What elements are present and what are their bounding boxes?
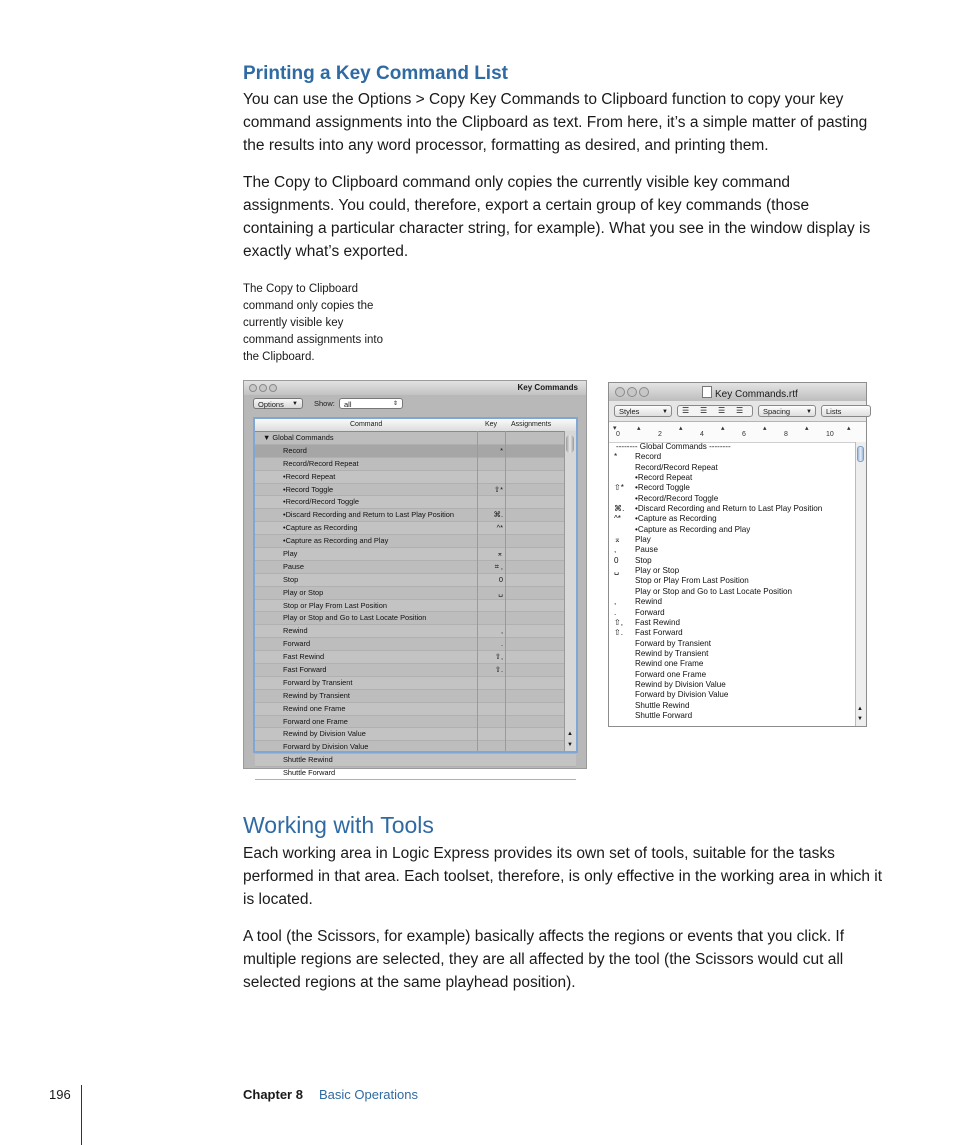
text-line	[609, 514, 857, 524]
key-commands-titlebar	[244, 381, 586, 395]
command-text: Pause	[635, 545, 658, 555]
command-cell: Forward one Frame	[283, 716, 348, 726]
ruler-number: 6	[742, 431, 746, 438]
command-text: Stop or Play From Last Position	[635, 576, 749, 586]
rtf-document-window	[608, 382, 867, 727]
table-row[interactable]	[255, 677, 576, 690]
chevron-down-icon: ▼	[292, 401, 298, 407]
scroll-up-icon[interactable]: ▲	[567, 731, 573, 737]
minimize-button[interactable]	[259, 384, 267, 392]
key-text: ⇧.	[614, 628, 624, 638]
spacing-menu[interactable]	[758, 405, 816, 417]
rtf-titlebar	[609, 383, 866, 401]
key-cell: ⇧.	[494, 665, 503, 675]
paragraph-1: You can use the Options > Copy Key Commands to Clipboard function to copy your key command assignments into the Clipboard as text. From here, it’s a simple matter of pasting the results into any word processor, formatting as desired, and printing them.	[243, 91, 868, 154]
ruler-number: 2	[658, 431, 662, 438]
table-row[interactable]	[255, 522, 576, 535]
key-text: .	[614, 607, 617, 617]
table-row[interactable]	[255, 484, 576, 497]
command-cell: Forward	[283, 639, 311, 649]
ruler-number: 8	[784, 431, 788, 438]
command-text: Record/Record Repeat	[635, 462, 718, 472]
table-row[interactable]	[255, 728, 576, 741]
command-text: Record	[635, 452, 662, 462]
command-cell: Play or Stop	[283, 587, 324, 597]
command-text: Rewind	[635, 597, 662, 607]
text-line	[609, 659, 857, 669]
key-text: ,	[614, 597, 617, 607]
command-text: Forward by Transient	[635, 638, 712, 648]
command-text: Play or Stop	[635, 566, 680, 576]
key-text: ^*	[614, 514, 621, 524]
command-text: •Capture as Recording and Play	[635, 524, 751, 534]
command-text: Fast Forward	[635, 628, 683, 638]
key-cell: ⌗ ,	[494, 561, 503, 571]
rtf-window-title	[702, 386, 798, 400]
text-line	[609, 473, 857, 483]
key-cell: ⌘.	[493, 510, 503, 520]
text-line	[609, 504, 857, 514]
text-line	[609, 680, 857, 690]
command-text: Fast Rewind	[635, 617, 680, 627]
command-text: Shuttle Rewind	[635, 700, 690, 710]
command-text: Play	[635, 535, 651, 545]
key-text: ⌘.	[614, 504, 625, 514]
table-row[interactable]	[255, 458, 576, 471]
command-cell: Record	[283, 445, 307, 455]
table-header	[255, 419, 576, 432]
styles-menu[interactable]	[614, 405, 672, 417]
paragraph-3: Each working area in Logic Express provides its own set of tools, suitable for the tasks performed in that area. Each toolset, therefore, is only effective in the working area in which it is located.	[243, 845, 882, 908]
text-line	[609, 701, 857, 711]
command-text: Forward one Frame	[635, 669, 707, 679]
command-cell: Stop	[283, 574, 299, 584]
table-row[interactable]	[255, 651, 576, 664]
command-cell: Rewind	[283, 626, 308, 636]
scroll-thumb[interactable]	[857, 446, 864, 462]
command-text: Rewind by Division Value	[635, 679, 726, 689]
text-line	[609, 576, 857, 586]
scroll-up-icon[interactable]: ▲	[857, 706, 863, 712]
key-commands-window	[243, 380, 587, 778]
column-command[interactable]: Command	[350, 421, 383, 428]
table-row[interactable]	[255, 741, 576, 754]
key-text: ⇧,	[614, 617, 624, 627]
section-heading-printing: Printing a Key Command List	[243, 63, 508, 84]
show-select[interactable]	[339, 398, 403, 409]
key-text: ⇧*	[614, 483, 624, 493]
command-cell: Rewind by Transient	[283, 690, 350, 700]
command-cell: ▼ Global Commands	[263, 433, 334, 442]
key-commands-toolbar	[244, 395, 586, 413]
table-row[interactable]	[255, 496, 576, 509]
key-cell: ⌅	[496, 549, 503, 559]
command-text: Forward by Division Value	[635, 690, 729, 700]
zoom-button[interactable]	[269, 384, 277, 392]
table-row[interactable]	[255, 612, 576, 625]
close-button[interactable]	[615, 387, 625, 397]
command-cell: Rewind one Frame	[283, 703, 346, 713]
align-left-icon[interactable]: ☰	[682, 406, 690, 415]
updown-icon: ⇕	[392, 401, 398, 407]
text-line	[609, 452, 857, 462]
table-row[interactable]	[255, 767, 576, 780]
key-text: 0	[614, 555, 619, 565]
text-line	[609, 442, 857, 452]
key-cell: ␣	[498, 587, 503, 597]
tab-stop-icon: ▴	[637, 425, 641, 432]
key-commands-table	[253, 417, 578, 778]
text-line	[609, 711, 857, 721]
scroll-down-icon[interactable]: ▼	[857, 716, 863, 722]
styles-label: Styles	[619, 407, 640, 416]
command-text: Play or Stop and Go to Last Locate Position	[635, 586, 793, 596]
chevron-down-icon: ▼	[806, 409, 812, 415]
command-cell: Stop or Play From Last Position	[283, 600, 387, 610]
text-line	[609, 639, 857, 649]
command-text: Shuttle Forward	[635, 710, 693, 720]
footer-chapter-title: Basic Operations	[319, 1087, 418, 1102]
column-divider	[505, 431, 506, 751]
align-center-icon[interactable]: ☰	[700, 406, 708, 415]
command-cell: Pause	[283, 561, 304, 571]
window-title: Key Commands	[517, 383, 578, 392]
rtf-text-area[interactable]	[609, 442, 857, 721]
window-buttons	[249, 384, 279, 394]
rtf-title-text: Key Commands.rtf	[715, 389, 798, 400]
key-cell: ⇧,	[494, 652, 503, 662]
options-label: Options	[258, 400, 284, 409]
tab-stop-icon: ▴	[679, 425, 683, 432]
command-text: Forward	[635, 607, 665, 617]
text-line	[609, 494, 857, 504]
table-row[interactable]	[255, 638, 576, 651]
command-cell: •Record/Record Toggle	[283, 497, 359, 507]
command-cell: Play	[283, 549, 298, 559]
text-line	[609, 535, 857, 545]
text-line	[609, 566, 857, 576]
command-text: •Discard Recording and Return to Last Play Position	[635, 504, 823, 514]
table-row[interactable]	[255, 445, 576, 458]
footer-divider	[81, 1085, 82, 1145]
text-line	[609, 649, 857, 659]
figure-caption: The Copy to Clipboard command only copies the currently visible key command assignments into the Clipboard.	[243, 283, 383, 363]
text-line	[609, 587, 857, 597]
command-text: •Record Repeat	[635, 473, 693, 483]
text-line	[609, 618, 857, 628]
command-text: Rewind by Transient	[635, 648, 709, 658]
rtf-toolbar	[609, 401, 866, 422]
command-cell: Shuttle Rewind	[283, 755, 333, 765]
align-right-icon[interactable]: ☰	[736, 406, 744, 415]
close-button[interactable]	[249, 384, 257, 392]
footer-chapter: Chapter 8	[243, 1087, 303, 1102]
column-assignments[interactable]: Assignments	[511, 421, 552, 428]
column-divider	[477, 431, 478, 751]
table-row[interactable]	[255, 587, 576, 600]
spacing-label: Spacing	[763, 407, 791, 416]
table-row[interactable]	[255, 574, 576, 587]
tab-stop-icon: ▴	[847, 425, 851, 432]
command-cell: Record/Record Repeat	[283, 458, 359, 468]
command-text: -------- Global Commands --------	[616, 442, 731, 451]
table-row[interactable]	[255, 690, 576, 703]
key-cell: ,	[500, 626, 503, 636]
column-key[interactable]: Key	[485, 421, 498, 428]
command-cell: Rewind by Division Value	[283, 729, 366, 739]
command-cell: •Discard Recording and Return to Last Play Position	[283, 510, 455, 520]
table-body	[255, 432, 576, 780]
command-text: •Record/Record Toggle	[635, 493, 719, 503]
ruler-number: 10	[826, 431, 834, 438]
table-row[interactable]	[255, 703, 576, 716]
text-line	[609, 525, 857, 535]
text-line	[609, 483, 857, 493]
ruler-number: 4	[700, 431, 704, 438]
options-menu[interactable]	[253, 398, 303, 409]
tab-stop-icon: ▴	[721, 425, 725, 432]
section-heading-tools: Working with Tools	[243, 812, 434, 838]
command-cell: Shuttle Forward	[283, 768, 336, 778]
window-buttons	[615, 387, 651, 400]
key-cell: *	[500, 445, 503, 455]
command-cell: Play or Stop and Go to Last Locate Position	[283, 613, 427, 623]
tab-stop-icon: ▾	[613, 425, 617, 432]
rtf-ruler[interactable]	[609, 422, 866, 443]
paragraph-4: A tool (the Scissors, for example) basically affects the regions or events that you click. If multiple regions are selected, they are all affected by the tool (the Scissors would cut all selected regions at the same playhead position).	[243, 928, 845, 991]
minimize-button[interactable]	[627, 387, 637, 397]
command-cell: •Capture as Recording and Play	[283, 536, 389, 546]
command-cell: Fast Forward	[283, 665, 327, 675]
chevron-down-icon: ▼	[662, 409, 668, 415]
command-cell: Forward by Transient	[283, 677, 353, 687]
scroll-thumb[interactable]	[566, 435, 574, 453]
table-row[interactable]	[255, 548, 576, 561]
paragraph-2: The Copy to Clipboard command only copies the currently visible key command assignments. You could, therefore, export a certain group of key commands (those containing a particular character string, for example). What you see in the window display is exactly what’s exported.	[243, 174, 871, 260]
scroll-down-icon[interactable]: ▼	[567, 742, 573, 748]
tab-stop-icon: ▴	[763, 425, 767, 432]
key-text: ␣	[614, 566, 620, 576]
vertical-scrollbar[interactable]	[855, 442, 866, 726]
tab-stop-icon: ▴	[805, 425, 809, 432]
table-row[interactable]	[255, 754, 576, 767]
key-cell: ⇧*	[493, 484, 503, 494]
text-line	[609, 556, 857, 566]
text-line	[609, 597, 857, 607]
text-line	[609, 545, 857, 555]
key-cell: 0	[498, 574, 503, 584]
zoom-button[interactable]	[639, 387, 649, 397]
command-cell: •Capture as Recording	[283, 523, 358, 533]
show-label: Show:	[314, 399, 335, 408]
command-text: Stop	[635, 555, 652, 565]
table-row[interactable]	[255, 716, 576, 729]
show-value: all	[344, 400, 352, 409]
command-cell: •Record Repeat	[283, 471, 336, 481]
command-text: •Capture as Recording	[635, 514, 717, 524]
command-text: Rewind one Frame	[635, 659, 704, 669]
table-row[interactable]	[255, 664, 576, 677]
key-text: *	[614, 452, 618, 462]
vertical-scrollbar[interactable]	[564, 431, 576, 751]
lists-menu[interactable]	[821, 405, 871, 417]
document-icon	[702, 386, 712, 398]
lists-label: Lists	[826, 407, 842, 416]
command-cell: Forward by Division Value	[283, 742, 369, 752]
table-row[interactable]	[255, 432, 576, 445]
text-line	[609, 608, 857, 618]
page-number: 196	[49, 1087, 71, 1102]
alignment-buttons[interactable]	[677, 405, 753, 417]
command-cell: •Record Toggle	[283, 484, 334, 494]
key-text: ,	[614, 545, 617, 555]
table-row[interactable]	[255, 625, 576, 638]
ruler-number: 0	[616, 431, 620, 438]
key-cell: ^*	[496, 523, 503, 533]
text-line	[609, 690, 857, 700]
key-cell: .	[500, 639, 503, 649]
command-cell: Fast Rewind	[283, 652, 325, 662]
table-row[interactable]	[255, 535, 576, 548]
table-row[interactable]	[255, 471, 576, 484]
table-row[interactable]	[255, 600, 576, 613]
command-text: •Record Toggle	[635, 483, 690, 493]
key-text: ⌅	[614, 535, 621, 545]
text-line	[609, 628, 857, 638]
table-row[interactable]	[255, 561, 576, 574]
align-justify-icon[interactable]: ☰	[718, 406, 726, 415]
text-line	[609, 670, 857, 680]
text-line	[609, 463, 857, 473]
table-row[interactable]	[255, 509, 576, 522]
